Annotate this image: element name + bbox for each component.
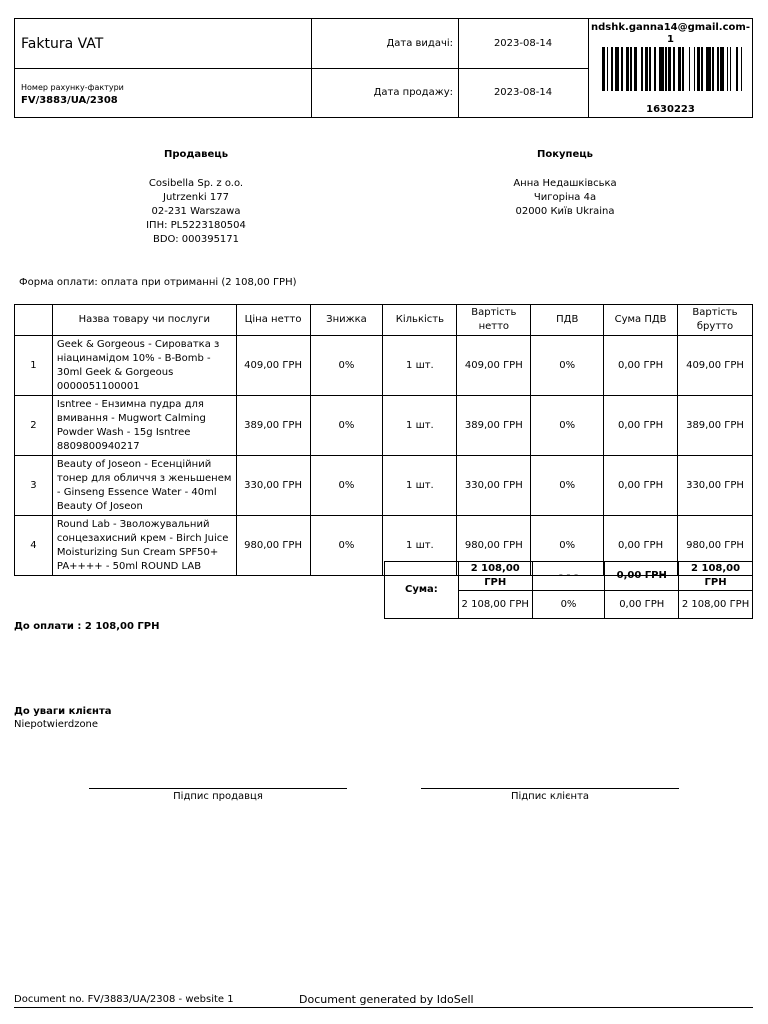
gross-value: 409,00 ГРН <box>678 336 753 396</box>
seller-line: 02-231 Warszawa <box>151 206 241 217</box>
net-price: 409,00 ГРН <box>236 336 310 396</box>
net-value: 980,00 ГРН <box>457 516 531 576</box>
seller-heading: Продавець <box>163 149 229 160</box>
client-signature-line <box>421 788 679 789</box>
item-name: Geek & Gorgeous - Сироватка з ніацинамідом 10% - B-Bomb - 30ml Geek & Gorgeous 0000051100001 <box>52 336 236 396</box>
seller-line: ІПН: PL5223180504 <box>146 220 246 231</box>
items-table <box>14 304 753 576</box>
col-header: Знижка <box>310 305 383 336</box>
discount: 0% <box>310 516 383 576</box>
item-name: Beauty of Joseon - Есенційний тонер для обличчя з женьшенем - Ginseng Essence Water - 40ml Beauty Of Joseon <box>52 456 236 516</box>
seller-line: Jutrzenki 177 <box>163 192 229 203</box>
sale-date: 2023-08-14 <box>493 87 553 98</box>
col-header <box>15 305 53 336</box>
item-name: Isntree - Ензимна пудра для вмивання - Mugwort Calming Powder Wash - 15g Isntree 8809800940217 <box>52 396 236 456</box>
buyer-email: ndshk.ganna14@gmail.com- <box>591 22 750 33</box>
barcode <box>602 47 746 91</box>
col-header: Вартість нетто <box>457 305 531 336</box>
vat-sum: 0,00 ГРН <box>604 456 678 516</box>
client-signature-label: Підпис клієнта <box>510 791 590 802</box>
totals-row <box>385 562 753 591</box>
buyer-line: Чигоріна 4а <box>533 192 597 203</box>
seller-details <box>96 177 296 247</box>
issue-date-label: Дата видачі: <box>386 38 453 49</box>
invoice-title: Faktura VAT <box>21 36 104 52</box>
table-row <box>15 456 753 516</box>
row-number: 4 <box>15 516 53 576</box>
net-price: 980,00 ГРН <box>236 516 310 576</box>
buyer-details <box>465 177 665 219</box>
net-value: 330,00 ГРН <box>457 456 531 516</box>
col-header: ПДВ <box>531 305 604 336</box>
totals-table <box>384 561 753 619</box>
total-net: 2 108,00 ГРН <box>458 562 532 591</box>
col-header: Кількість <box>383 305 457 336</box>
total-gross: 2 108,00 ГРН <box>679 562 753 591</box>
net-value: 389,00 ГРН <box>457 396 531 456</box>
table-row <box>15 336 753 396</box>
table-header-row <box>15 305 753 336</box>
footer-line <box>14 1007 753 1008</box>
total-vat-sum: 0,00 ГРН <box>605 562 679 591</box>
vat-rate: 0% <box>531 456 604 516</box>
col-header: Назва товару чи послуги <box>52 305 236 336</box>
vat-rate: 0% <box>531 516 604 576</box>
row-number: 2 <box>15 396 53 456</box>
gross-value: 330,00 ГРН <box>678 456 753 516</box>
vat-sum: 0,00 ГРН <box>604 396 678 456</box>
footer-document-no: Document no. FV/3883/UA/2308 - website 1 <box>14 994 234 1005</box>
quantity: 1 шт. <box>383 396 457 456</box>
barcode-number: 1630223 <box>646 104 695 115</box>
subtotal-gross: 2 108,00 ГРН <box>679 591 753 619</box>
table-row <box>15 396 753 456</box>
notice-text: Niepotwierdzone <box>14 719 99 730</box>
sale-date-label: Дата продажу: <box>373 87 453 98</box>
buyer-heading: Покупець <box>537 149 593 160</box>
discount: 0% <box>310 396 383 456</box>
invoice-number-label: Номер рахунку-фактури <box>21 83 124 92</box>
subtotal-vat-sum: 0,00 ГРН <box>605 591 679 619</box>
col-header: Ціна нетто <box>236 305 310 336</box>
vat-rate: 0% <box>531 396 604 456</box>
net-price: 330,00 ГРН <box>236 456 310 516</box>
buyer-line: Анна Недашківська <box>513 178 617 189</box>
payment-form: Форма оплати: оплата при отриманні (2 108,00 ГРН) <box>19 277 297 288</box>
row-number: 1 <box>15 336 53 396</box>
notice-heading: До уваги клієнта <box>14 706 112 717</box>
quantity: 1 шт. <box>383 336 457 396</box>
amount-due: До оплати : 2 108,00 ГРН <box>14 621 160 632</box>
subtotal-net: 2 108,00 ГРН <box>458 591 532 619</box>
vat-rate: 0% <box>531 336 604 396</box>
subtotal-vat-rate: 0% <box>532 591 605 619</box>
buyer-email-suffix: 1 <box>667 34 674 45</box>
row-number: 3 <box>15 456 53 516</box>
vat-sum: 0,00 ГРН <box>604 516 678 576</box>
seller-line: BDO: 000395171 <box>152 234 240 245</box>
buyer-line: 02000 Київ Ukraina <box>515 206 615 217</box>
quantity: 1 шт. <box>383 456 457 516</box>
discount: 0% <box>310 456 383 516</box>
barcode-bar <box>742 47 745 91</box>
net-value: 409,00 ГРН <box>457 336 531 396</box>
vat-sum: 0,00 ГРН <box>604 336 678 396</box>
discount: 0% <box>310 336 383 396</box>
quantity: 1 шт. <box>383 516 457 576</box>
invoice-number: FV/3883/UA/2308 <box>21 95 118 106</box>
col-header: Вартість брутто <box>678 305 753 336</box>
totals-label: Сума: <box>385 562 459 619</box>
gross-value: 980,00 ГРН <box>678 516 753 576</box>
net-price: 389,00 ГРН <box>236 396 310 456</box>
col-header: Сума ПДВ <box>604 305 678 336</box>
footer-generated-by: Document generated by IdoSell <box>299 993 474 1006</box>
total-vat-rate: - - - <box>532 562 605 591</box>
gross-value: 389,00 ГРН <box>678 396 753 456</box>
item-name: Round Lab - Зволожувальний сонцезахисний крем - Birch Juice Moisturizing Sun Cream SPF50+ PA++++ - 50ml ROUND LAB <box>52 516 236 576</box>
seller-signature-line <box>89 788 347 789</box>
seller-signature-label: Підпис продавця <box>173 791 263 802</box>
issue-date: 2023-08-14 <box>493 38 553 49</box>
seller-line: Cosibella Sp. z o.o. <box>148 178 244 189</box>
